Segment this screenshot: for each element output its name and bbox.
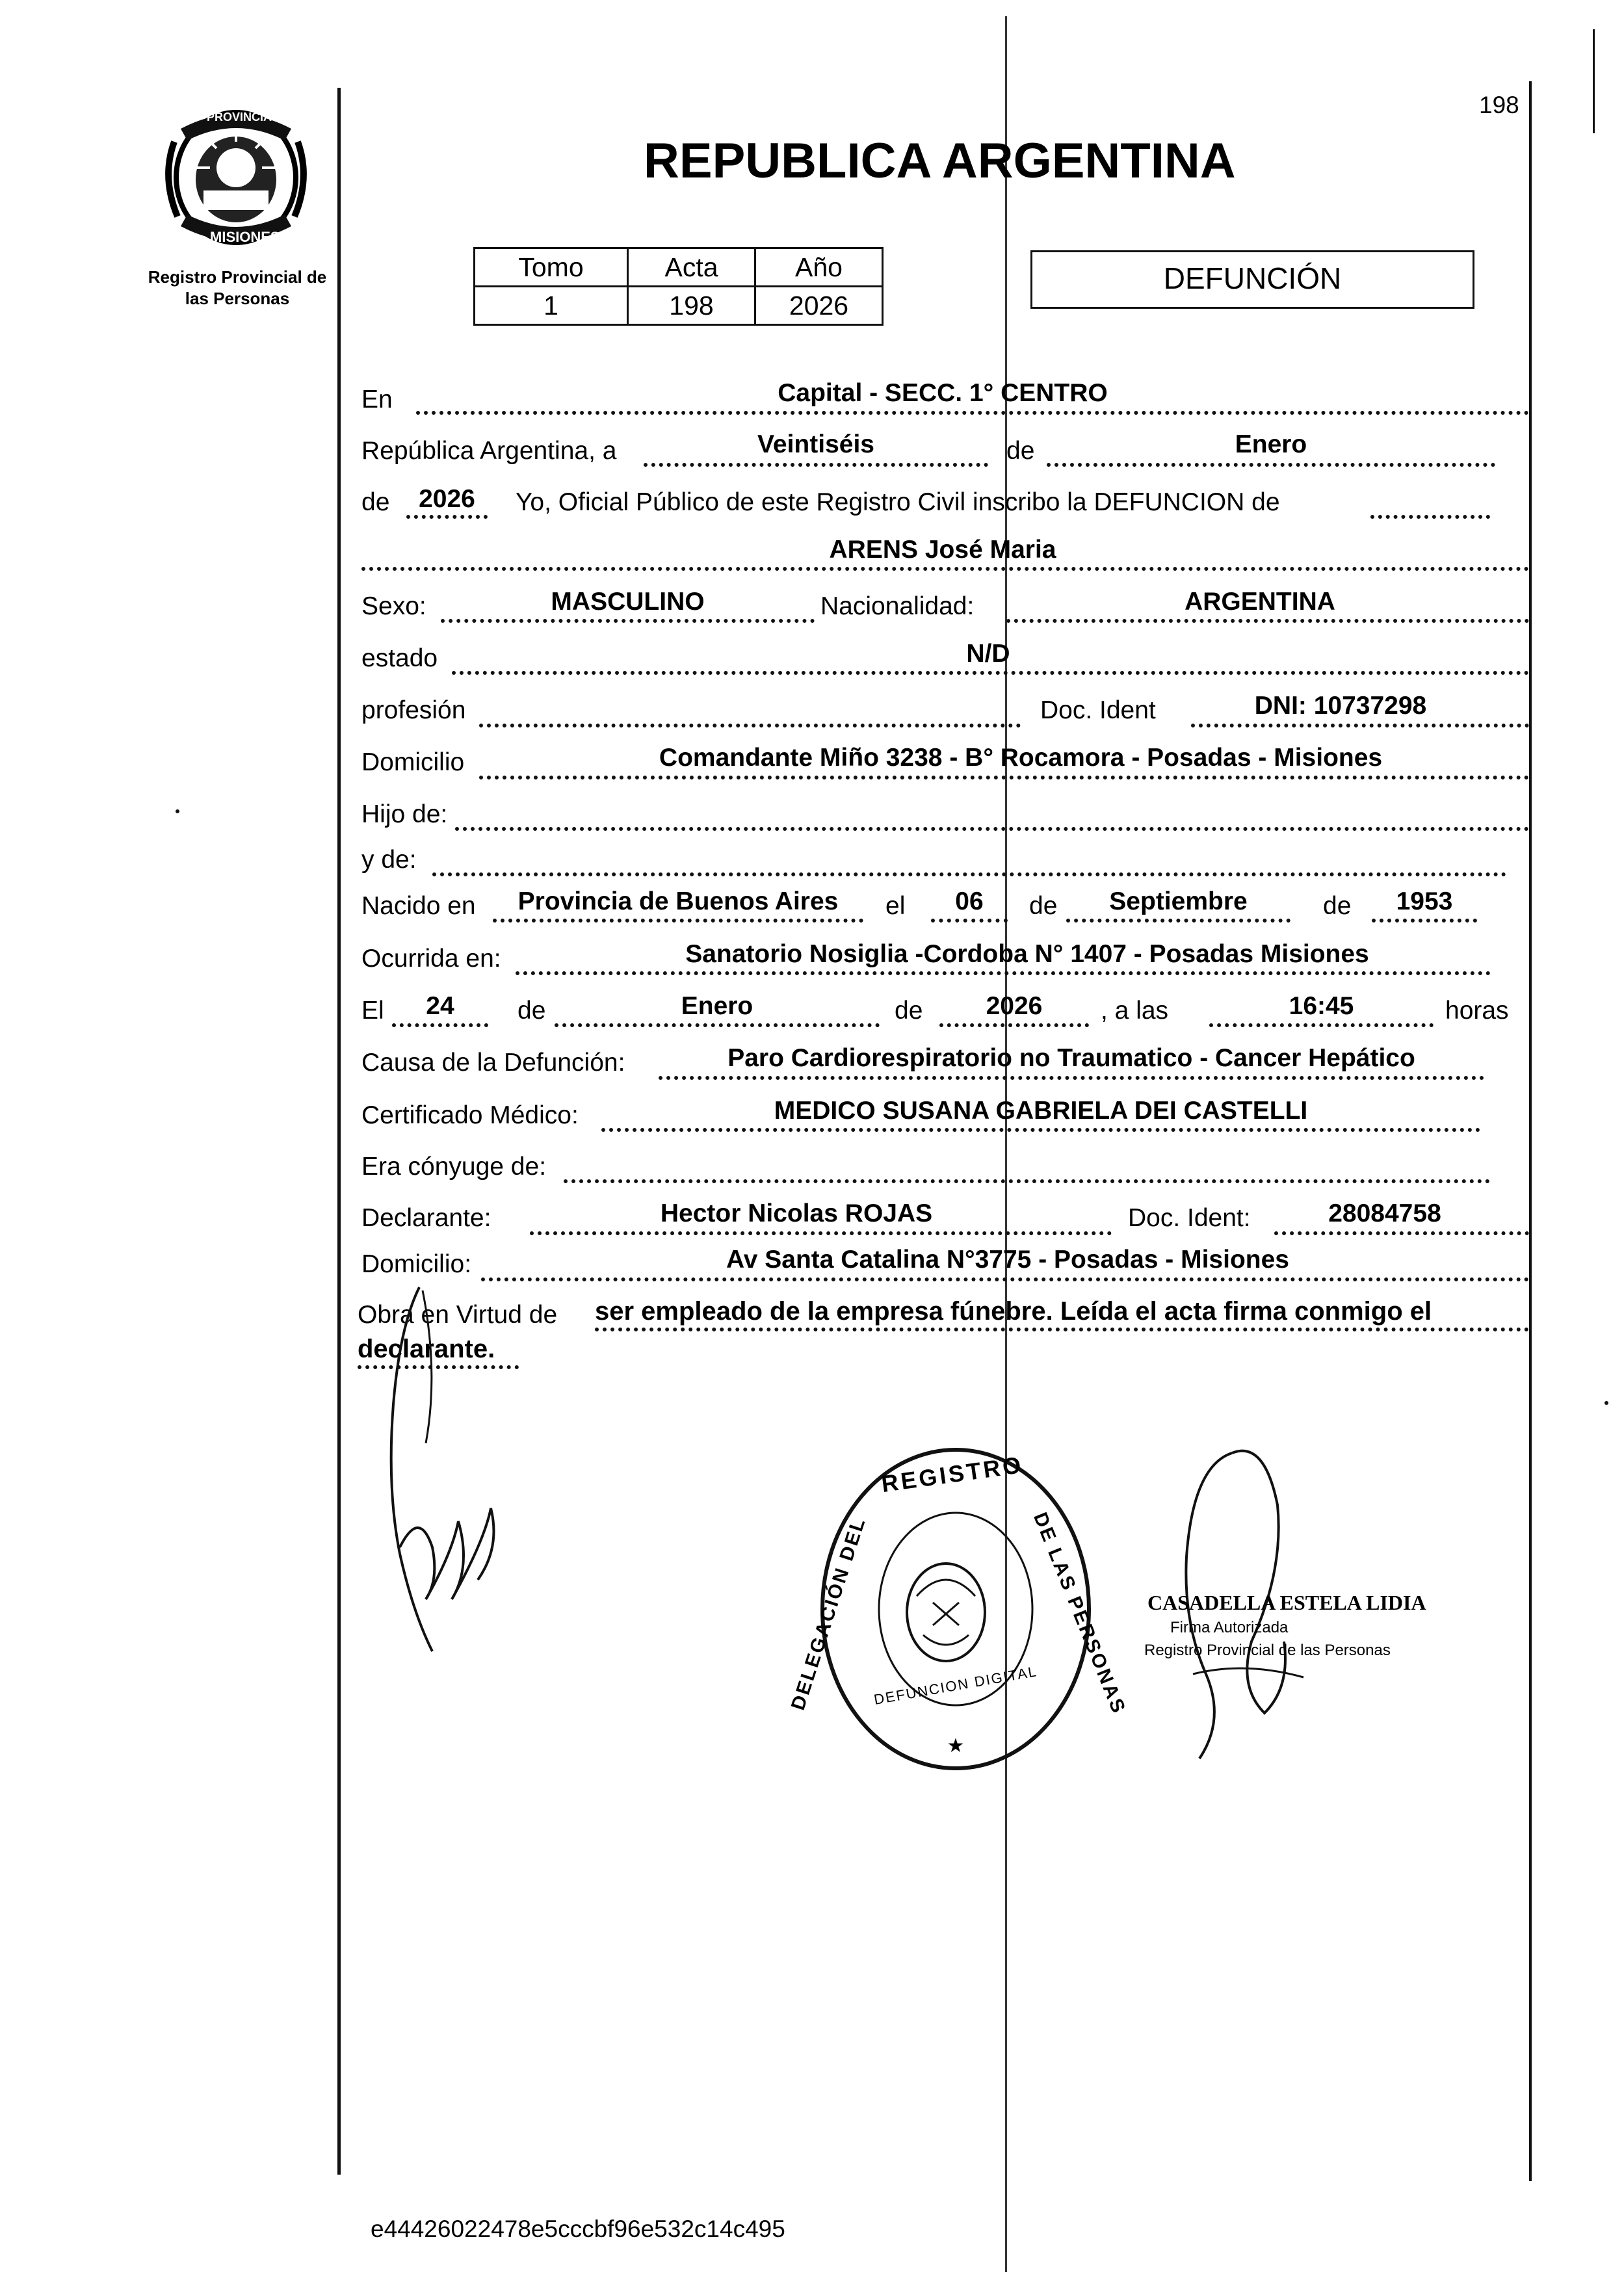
dots-anio (406, 515, 488, 519)
dots-nacionalidad (1006, 619, 1529, 623)
label-nac-de1: de (1029, 892, 1058, 920)
value-nac-mes: Septiembre (1109, 887, 1248, 915)
dots-obra-1 (595, 1328, 1529, 1331)
dots-dni (1191, 724, 1529, 727)
value-lugar: Capital - SECC. 1° CENTRO (778, 379, 1108, 407)
value-nac-anio: 1953 (1396, 887, 1453, 915)
fold-line (1005, 16, 1007, 2272)
dots-declarante (530, 1231, 1112, 1235)
label-doc-ident: Doc. Ident (1040, 696, 1156, 724)
dots-estado (452, 671, 1529, 675)
dots-lugar (416, 411, 1529, 415)
value-def-anio: 2026 (986, 992, 1043, 1020)
footer-hash: e44426022478e5cccbf96e532c14c495 (371, 2216, 785, 2242)
header-tomo: Tomo (475, 248, 628, 287)
value-sexo: MASCULINO (551, 588, 705, 616)
label-ocu-de2: de (895, 997, 923, 1025)
scan-mark (1604, 1401, 1608, 1405)
value-domicilio: Comandante Miño 3238 - B° Rocamora - Posadas - Misiones (659, 744, 1383, 772)
registry-line-2: las Personas (185, 288, 290, 308)
value-nacido-en: Provincia de Buenos Aires (517, 887, 839, 915)
dots-def-dia (392, 1023, 488, 1027)
dots-hijo-de (455, 827, 1529, 831)
value-nombre: ARENS José Maria (829, 536, 1056, 564)
dots-ocurrida-en (516, 971, 1491, 975)
declarant-signature (361, 1274, 530, 1664)
label-nacionalidad: Nacionalidad: (820, 592, 975, 620)
label-republica: República Argentina, a (361, 437, 617, 465)
logo-text-top: PROVINCIA DE (207, 111, 291, 124)
record-table-header (475, 248, 883, 287)
dots-nac-anio (1372, 919, 1477, 923)
value-declarante-doc: 28084758 (1328, 1199, 1441, 1227)
value-nacionalidad: ARGENTINA (1185, 588, 1335, 616)
value-dia-letras: Veintiséis (757, 430, 874, 458)
label-hijo-de: Hijo de: (361, 800, 448, 828)
value-anio: 2026 (419, 485, 475, 513)
value-def-dia: 24 (426, 992, 454, 1020)
dots-mes (1047, 463, 1495, 467)
value-tomo: 1 (475, 287, 628, 325)
value-mes: Enero (1235, 430, 1307, 458)
header-acta: Acta (628, 248, 755, 287)
registry-seal (787, 1440, 1130, 1778)
registry-name (127, 267, 348, 309)
value-obra-2: declarante. (358, 1335, 495, 1363)
value-obra-1: ser empleado de la empresa fúnebre. Leída el acta firma conmigo el (595, 1297, 1432, 1326)
label-yo-oficial: Yo, Oficial Público de este Registro Civil inscribo la DEFUNCION de (516, 488, 1280, 516)
label-horas: horas (1445, 997, 1509, 1025)
dots-domicilio2 (481, 1277, 1529, 1281)
dots-nac-mes (1066, 919, 1290, 923)
label-a-las: , a las (1101, 997, 1169, 1025)
value-def-mes: Enero (681, 992, 753, 1020)
registry-line-1: Registro Provincial de (148, 267, 327, 287)
page-number: 198 (1479, 92, 1519, 118)
right-margin-line (1529, 81, 1532, 2181)
value-anio: 2026 (755, 287, 883, 325)
value-nac-dia: 06 (955, 887, 984, 915)
label-nac-de2: de (1323, 892, 1352, 920)
scan-mark (176, 809, 179, 813)
dots-domicilio (479, 776, 1529, 779)
label-sexo: Sexo: (361, 592, 426, 620)
dots-dia (644, 463, 988, 467)
dots-y-de (432, 872, 1506, 876)
label-domicilio2: Domicilio: (361, 1250, 472, 1278)
label-y-de: y de: (361, 846, 417, 874)
label-de: de (1006, 437, 1035, 465)
label-certificado: Certificado Médico: (361, 1101, 579, 1129)
value-acta: 198 (628, 287, 755, 325)
edge-mark (1593, 29, 1595, 133)
record-table-values (475, 287, 883, 325)
dots-profesion (479, 724, 1021, 727)
dots-declarante-doc (1274, 1231, 1529, 1235)
seal-text-top: REGISTRO (880, 1450, 1025, 1498)
value-estado: N/D (966, 640, 1010, 668)
label-ocu-de1: de (517, 997, 546, 1025)
seal-icon (813, 1440, 1099, 1778)
svg-text:★: ★ (947, 1735, 965, 1757)
value-certificado: MEDICO SUSANA GABRIELA DEI CASTELLI (774, 1097, 1308, 1125)
value-dni: DNI: 10737298 (1254, 692, 1427, 720)
dots-nac-dia (931, 919, 1008, 923)
label-estado: estado (361, 644, 438, 672)
value-declarante: Hector Nicolas ROJAS (660, 1199, 933, 1227)
label-de2: de (361, 488, 390, 516)
value-def-hora: 16:45 (1289, 992, 1354, 1020)
label-en: En (361, 386, 393, 413)
label-ocurrida-en: Ocurrida en: (361, 945, 501, 973)
record-type: DEFUNCIÓN (1163, 261, 1342, 295)
seal-text-left: DELEGACIÓN DEL (787, 1514, 871, 1713)
dots-causa (659, 1076, 1484, 1080)
page-title: REPUBLICA ARGENTINA (644, 133, 1236, 189)
header-anio: Año (755, 248, 883, 287)
province-logo (161, 103, 311, 252)
label-causa: Causa de la Defunción: (361, 1049, 625, 1077)
dots-sexo (441, 619, 815, 623)
dots-def-anio (939, 1023, 1089, 1027)
officer-office: Registro Provincial de las Personas (1144, 1642, 1391, 1659)
record-table (473, 247, 884, 326)
dots-nacido-en (493, 919, 863, 923)
dots-conyuge (564, 1179, 1490, 1183)
label-el2: El (361, 997, 384, 1025)
left-margin-line (337, 88, 341, 2175)
label-declarante: Declarante: (361, 1204, 491, 1232)
officer-role: Firma Autorizada (1170, 1619, 1289, 1636)
label-nacido-en: Nacido en (361, 892, 476, 920)
value-causa: Paro Cardiorespiratorio no Traumatico - Cancer Hepático (727, 1044, 1415, 1072)
label-el: el (885, 892, 906, 920)
dots-certificado (601, 1128, 1480, 1132)
label-doc-ident2: Doc. Ident: (1128, 1204, 1251, 1232)
label-obra: Obra en Virtud de (358, 1301, 558, 1329)
seal-text-right: DE LAS PERSONAS (1029, 1509, 1130, 1718)
dots-oficial (1370, 515, 1490, 519)
dots-def-hora (1209, 1023, 1434, 1027)
dots-nombre (361, 567, 1529, 571)
dots-def-mes (555, 1023, 880, 1027)
label-domicilio: Domicilio (361, 748, 465, 776)
label-conyuge: Era cónyuge de: (361, 1153, 547, 1181)
value-ocurrida-en: Sanatorio Nosiglia -Cordoba N° 1407 - Posadas Misiones (685, 940, 1369, 968)
seal-text-bottom: DEFUNCION DIGITAL (872, 1663, 1039, 1708)
value-declarante-domicilio: Av Santa Catalina N°3775 - Posadas - Misiones (726, 1246, 1289, 1274)
logo-text-bottom: MISIONES (210, 229, 280, 245)
officer-name: CASADELLA ESTELA LIDIA (1147, 1591, 1426, 1614)
label-profesion: profesión (361, 696, 466, 724)
